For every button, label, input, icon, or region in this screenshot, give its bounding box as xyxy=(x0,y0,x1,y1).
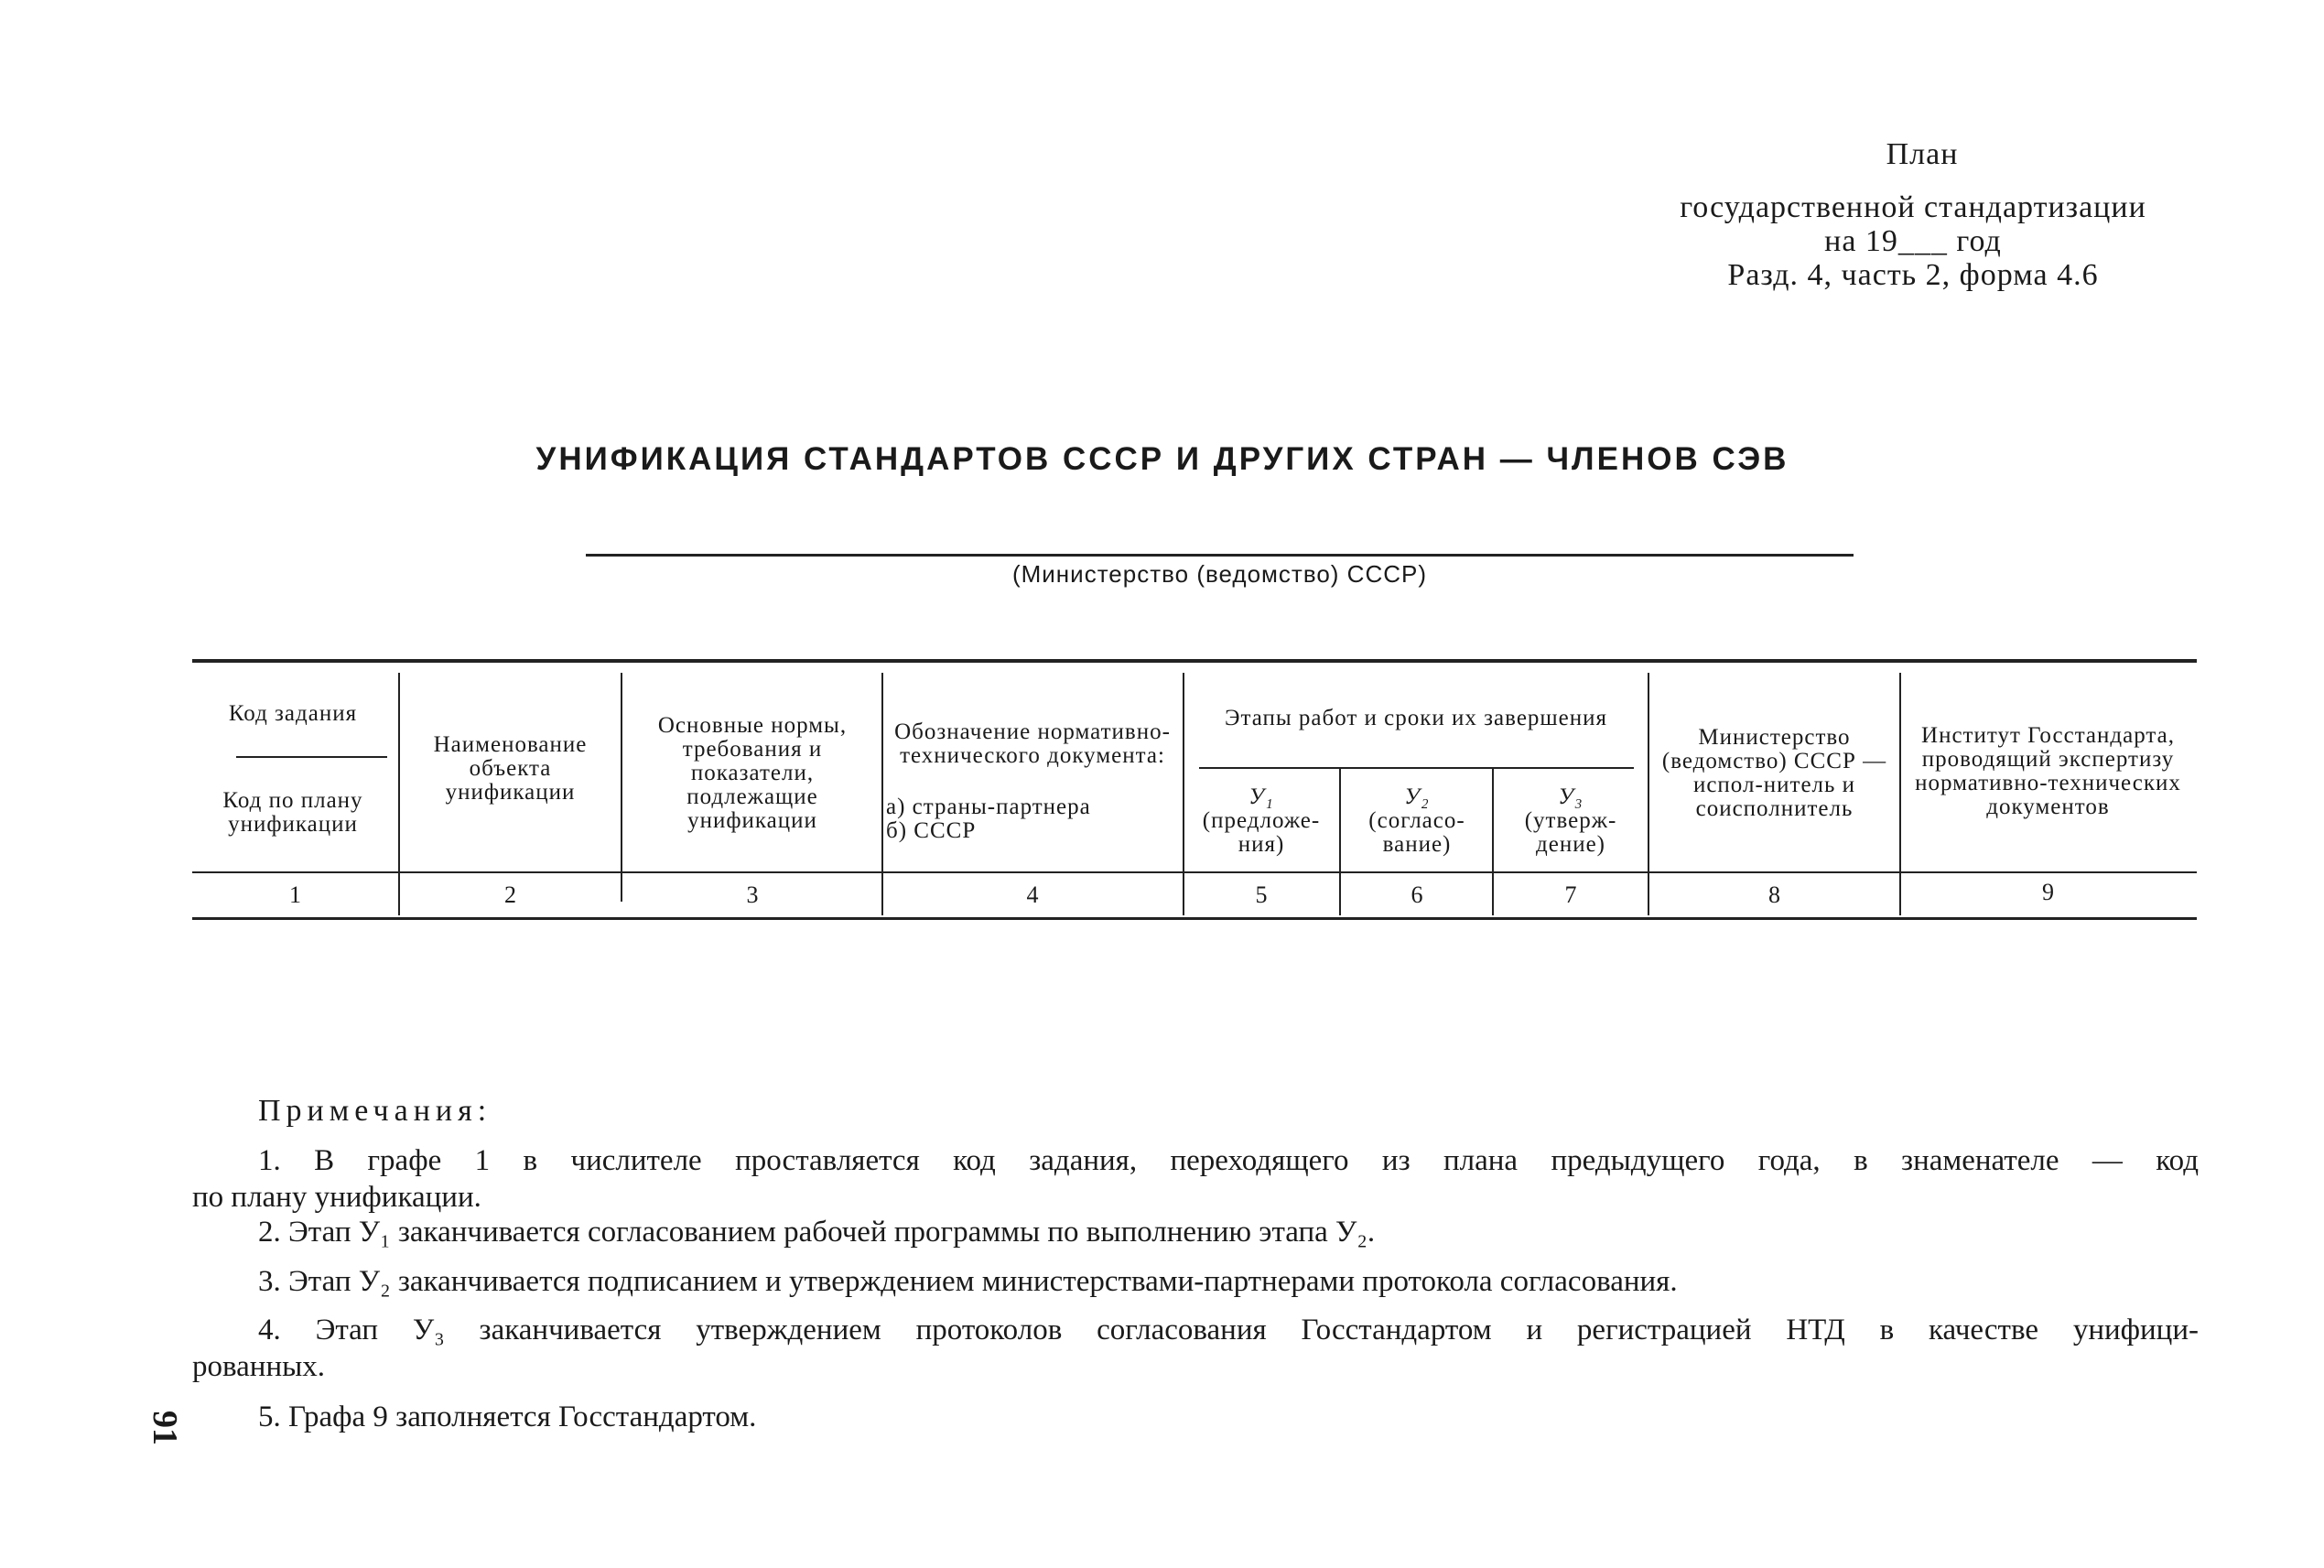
plan-year: на 19___ год xyxy=(1824,224,2002,258)
note-3: 3. Этап У₂ заканчивается подписанием и утверждением министерствами-партнерами протокола согласования. xyxy=(258,1265,1678,1298)
col-divider-6 xyxy=(1492,769,1494,915)
col4-option-a: а) страны-партнера xyxy=(886,795,1091,819)
ministry-caption: (Министерство (ведомство) СССР) xyxy=(1011,560,1428,588)
col-divider-7 xyxy=(1648,673,1649,915)
column-number-6: 6 xyxy=(1411,881,1423,908)
col1-header-top: Код задания xyxy=(228,701,358,726)
table-bottom-rule xyxy=(192,917,2197,920)
stage-u3-label: У₃ xyxy=(1558,784,1584,809)
plan-form-reference: Разд. 4, часть 2, форма 4.6 xyxy=(1727,258,2099,292)
stage-u2-text: (согласо-вание) xyxy=(1368,808,1465,857)
page-number: 91 xyxy=(146,1411,184,1445)
stage-u2-label: У₂ xyxy=(1404,784,1430,809)
column-number-1: 1 xyxy=(289,881,301,908)
note-5: 5. Графа 9 заполняется Госстандартом. xyxy=(258,1400,757,1433)
stage-u3-text: (утверж-дение) xyxy=(1524,808,1617,857)
col-divider-2 xyxy=(621,673,622,902)
stage-u2-header xyxy=(1344,780,1490,862)
col3-header: Основные нормы, требования и показатели, подлежащие унификации xyxy=(657,713,848,833)
table-top-rule xyxy=(192,659,2197,663)
plan-subtitle: государственной стандартизации xyxy=(1680,190,2146,224)
col4-option-b: б) СССР xyxy=(886,818,977,843)
column-number-2: 2 xyxy=(504,881,516,908)
note-4-line-2: рованных. xyxy=(192,1350,326,1383)
stage-u1-label: У₁ xyxy=(1248,784,1274,809)
note-4-line-1: 4. Этап У₃ заканчивается утверждением протоколов согласования Госстандартом и регистрацией НТД в качестве унифици- xyxy=(258,1314,2199,1346)
note-2: 2. Этап У₁ заканчивается согласованием рабочей программы по выполнению этапа У₂. xyxy=(258,1216,1376,1249)
stage-u1-text: (предложе-ния) xyxy=(1202,808,1321,857)
column-number-4: 4 xyxy=(1026,881,1039,908)
stage-u1-header xyxy=(1187,780,1335,862)
col1-fraction-line xyxy=(236,756,387,758)
column-number-8: 8 xyxy=(1768,881,1780,908)
col-divider-8 xyxy=(1899,673,1901,915)
note-1-line-1: 1. В графе 1 в числителе проставляется код задания, переходящего из плана предыдущего года, в знаменателе — код xyxy=(258,1144,2199,1177)
col4-header: Обозначение нормативно-технического документа: xyxy=(894,719,1171,768)
header-number-divider xyxy=(192,871,2197,873)
ministry-fill-line xyxy=(586,554,1854,557)
col9-header: Институт Госстандарта, проводящий экспертизу нормативно-технических документов xyxy=(1915,722,2181,819)
plan-heading: План xyxy=(1886,137,1959,171)
col-divider-3 xyxy=(881,673,883,915)
col-divider-5 xyxy=(1339,769,1341,915)
stages-divider xyxy=(1199,767,1634,769)
column-number-3: 3 xyxy=(746,881,759,908)
note-1-line-2: по плану унификации. xyxy=(192,1181,481,1214)
col1-header-bottom: Код по плану унификации xyxy=(222,788,363,837)
document-title: УНИФИКАЦИЯ СТАНДАРТОВ СССР И ДРУГИХ СТРАН — ЧЛЕНОВ СЭВ xyxy=(535,441,1789,477)
col-divider-4 xyxy=(1183,673,1184,915)
column-number-7: 7 xyxy=(1564,881,1577,908)
col2-header: Наименование объекта унификации xyxy=(433,732,588,805)
col8-header: Министерство (ведомство) СССР — испол-нитель и соисполнитель xyxy=(1661,725,1887,821)
stage-u3-header xyxy=(1497,780,1645,862)
notes-heading: Примечания: xyxy=(258,1094,492,1128)
stages-header: Этапы работ и сроки их завершения xyxy=(1224,706,1608,730)
col-divider-1 xyxy=(398,673,400,915)
column-number-5: 5 xyxy=(1255,881,1268,908)
column-number-9: 9 xyxy=(2042,879,2054,905)
